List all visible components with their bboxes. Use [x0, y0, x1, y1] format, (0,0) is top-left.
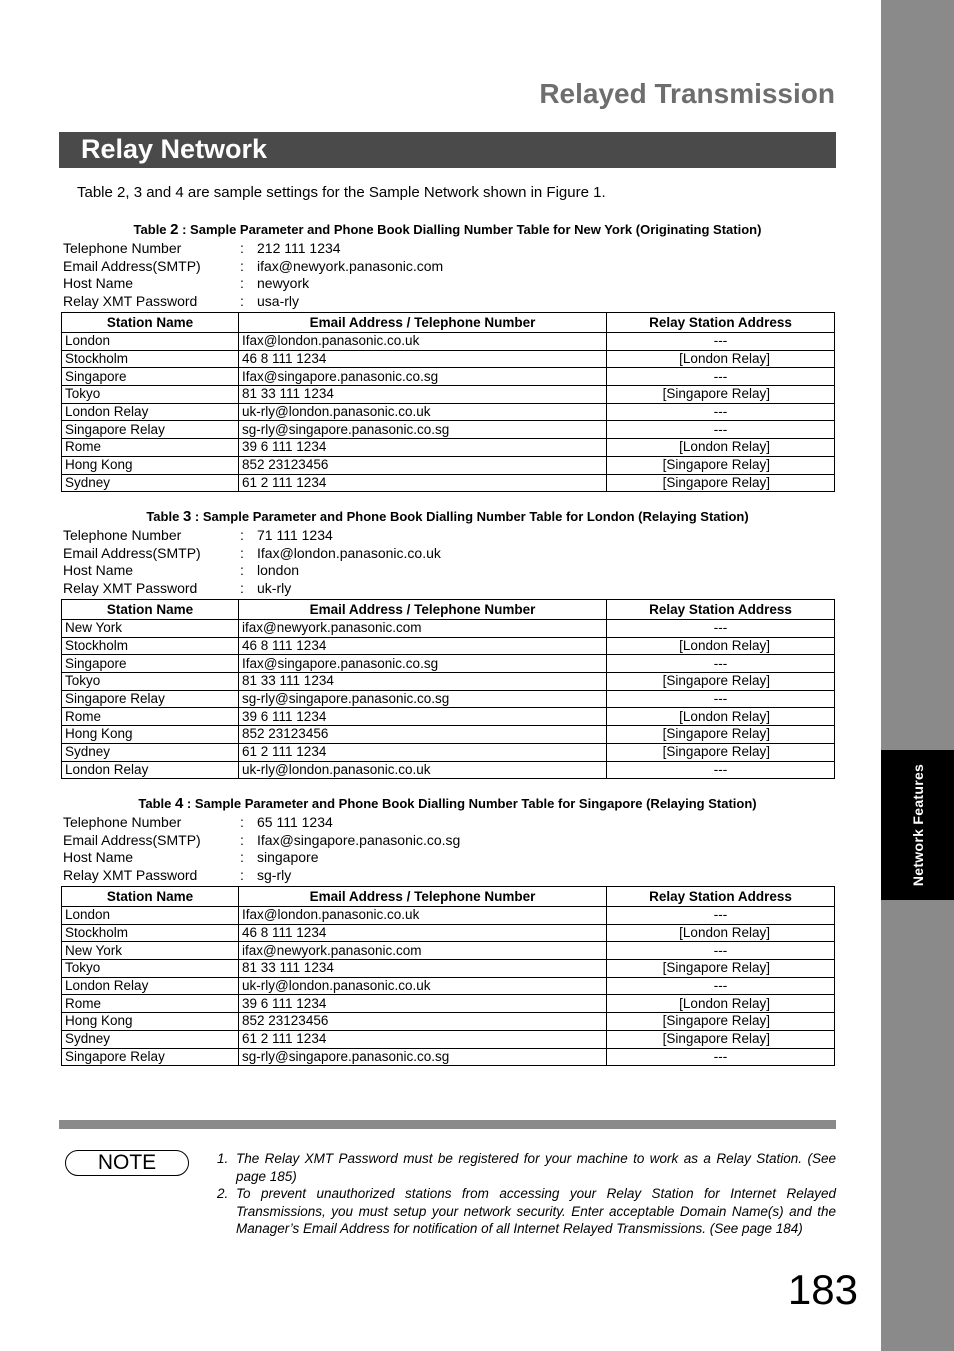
- intro-text: Table 2, 3 and 4 are sample settings for the Sample Network shown in Figure 1.: [77, 184, 606, 201]
- address-cell: 852 23123456: [239, 1013, 607, 1031]
- table-row: [62, 743, 835, 761]
- address-cell: 39 6 111 1234: [239, 439, 607, 457]
- address-cell: 61 2 111 1234: [239, 474, 607, 492]
- note-item: 1. The Relay XMT Password must be registered for your machine to work as a Relay Station. (See page 185): [217, 1151, 836, 1184]
- address-cell: ifax@newyork.panasonic.com: [239, 620, 607, 638]
- side-bar: [881, 0, 954, 1351]
- relay-station-cell: ---: [607, 907, 835, 925]
- address-cell: sg-rly@singapore.panasonic.co.sg: [239, 421, 607, 439]
- parameter-list: [63, 814, 460, 884]
- table-row: [62, 673, 835, 691]
- table-row: [62, 421, 835, 439]
- table-row: [62, 942, 835, 960]
- relay-station-cell: [London Relay]: [607, 350, 835, 368]
- relay-station-cell: ---: [607, 1048, 835, 1066]
- param-row: Host Name : london: [63, 562, 300, 579]
- relay-station-cell: [Singapore Relay]: [607, 726, 835, 744]
- param-row: Telephone Number : 71 111 1234: [63, 527, 333, 543]
- relay-station-cell: [Singapore Relay]: [607, 673, 835, 691]
- address-cell: uk-rly@london.panasonic.co.uk: [239, 977, 607, 995]
- station-name-cell: London Relay: [62, 977, 239, 995]
- station-name-cell: Rome: [62, 708, 239, 726]
- relay-station-cell: ---: [607, 977, 835, 995]
- station-name-cell: London Relay: [62, 403, 239, 421]
- column-header: Station Name: [62, 313, 239, 333]
- column-header: Relay Station Address: [607, 887, 835, 907]
- address-cell: Ifax@singapore.panasonic.co.sg: [239, 368, 607, 386]
- param-row: Email Address(SMTP) : ifax@newyork.panasonic.com: [63, 257, 444, 274]
- relay-station-cell: [London Relay]: [607, 708, 835, 726]
- address-cell: 39 6 111 1234: [239, 708, 607, 726]
- address-cell: 81 33 111 1234: [239, 960, 607, 978]
- station-name-cell: New York: [62, 942, 239, 960]
- table-row: [62, 761, 835, 779]
- station-name-cell: Tokyo: [62, 673, 239, 691]
- address-cell: 46 8 111 1234: [239, 637, 607, 655]
- station-name-cell: London: [62, 907, 239, 925]
- note-item: 2. To prevent unauthorized stations from accessing your Relay Station for Internet Relayed Transmissions, you must setup your network security. Enter acceptable Domain Name(s) and the Manager’s Email Address for notification of all Internet Relayed Transmissions. (See page 184): [217, 1186, 836, 1237]
- relay-station-cell: [Singapore Relay]: [607, 960, 835, 978]
- relay-station-cell: [Singapore Relay]: [607, 743, 835, 761]
- relay-station-cell: [London Relay]: [607, 995, 835, 1013]
- param-row: Relay XMT Password : sg-rly: [63, 866, 292, 883]
- station-name-cell: Hong Kong: [62, 1013, 239, 1031]
- relay-station-cell: [London Relay]: [607, 439, 835, 457]
- address-cell: Ifax@london.panasonic.co.uk: [239, 333, 607, 351]
- page-banner: [59, 132, 836, 168]
- station-name-cell: Stockholm: [62, 637, 239, 655]
- address-cell: 61 2 111 1234: [239, 743, 607, 761]
- address-cell: 46 8 111 1234: [239, 350, 607, 368]
- phone-book-table: [61, 886, 835, 1066]
- table-caption: Table 3 : Sample Parameter and Phone Book Dialling Number Table for London (Relaying Station): [146, 508, 749, 525]
- param-row: Telephone Number : 65 111 1234: [63, 814, 333, 830]
- table-row: [62, 637, 835, 655]
- param-row: Telephone Number : 212 111 1234: [63, 240, 341, 256]
- station-name-cell: Singapore Relay: [62, 421, 239, 439]
- station-name-cell: Sydney: [62, 474, 239, 492]
- table-row: [62, 655, 835, 673]
- table-row: [62, 907, 835, 925]
- station-name-cell: Rome: [62, 439, 239, 457]
- station-name-cell: London Relay: [62, 761, 239, 779]
- table-row: [62, 350, 835, 368]
- station-name-cell: Tokyo: [62, 386, 239, 404]
- param-row: Email Address(SMTP) : Ifax@london.panasonic.co.uk: [63, 544, 441, 561]
- relay-station-cell: ---: [607, 368, 835, 386]
- address-cell: sg-rly@singapore.panasonic.co.sg: [239, 690, 607, 708]
- address-cell: ifax@newyork.panasonic.com: [239, 942, 607, 960]
- table-row: [62, 1048, 835, 1066]
- table-row: [62, 474, 835, 492]
- station-name-cell: Hong Kong: [62, 456, 239, 474]
- note-label: NOTE: [65, 1150, 189, 1176]
- station-name-cell: Singapore Relay: [62, 690, 239, 708]
- station-name-cell: Rome: [62, 995, 239, 1013]
- station-name-cell: Tokyo: [62, 960, 239, 978]
- address-cell: 46 8 111 1234: [239, 924, 607, 942]
- relay-station-cell: ---: [607, 761, 835, 779]
- station-name-cell: Sydney: [62, 743, 239, 761]
- table-row: [62, 708, 835, 726]
- relay-station-cell: ---: [607, 690, 835, 708]
- table-row: [62, 333, 835, 351]
- column-header: Email Address / Telephone Number: [239, 887, 607, 907]
- address-cell: 81 33 111 1234: [239, 673, 607, 691]
- param-row: Host Name : newyork: [63, 275, 310, 292]
- relay-station-cell: ---: [607, 655, 835, 673]
- param-row: Host Name : singapore: [63, 849, 319, 866]
- relay-station-cell: ---: [607, 421, 835, 439]
- relay-station-cell: ---: [607, 942, 835, 960]
- table-row: [62, 368, 835, 386]
- relay-station-cell: [London Relay]: [607, 637, 835, 655]
- station-name-cell: Singapore: [62, 655, 239, 673]
- relay-station-cell: ---: [607, 333, 835, 351]
- address-cell: Ifax@singapore.panasonic.co.sg: [239, 655, 607, 673]
- table-row: [62, 386, 835, 404]
- phone-book-table: [61, 312, 835, 492]
- address-cell: 81 33 111 1234: [239, 386, 607, 404]
- side-tab-label: Network Features: [909, 763, 926, 887]
- column-header: Station Name: [62, 887, 239, 907]
- table-row: [62, 960, 835, 978]
- column-header: Email Address / Telephone Number: [239, 313, 607, 333]
- table-row: [62, 726, 835, 744]
- address-cell: sg-rly@singapore.panasonic.co.sg: [239, 1048, 607, 1066]
- relay-station-cell: [Singapore Relay]: [607, 386, 835, 404]
- table-row: [62, 1030, 835, 1048]
- parameter-list: [63, 240, 443, 310]
- table-row: [62, 620, 835, 638]
- relay-station-cell: [London Relay]: [607, 924, 835, 942]
- station-name-cell: Singapore: [62, 368, 239, 386]
- divider-rule: [59, 1120, 836, 1129]
- column-header: Station Name: [62, 600, 239, 620]
- address-cell: 61 2 111 1234: [239, 1030, 607, 1048]
- relay-station-cell: [Singapore Relay]: [607, 1030, 835, 1048]
- page-number: 183: [787, 1266, 858, 1313]
- param-row: Relay XMT Password : usa-rly: [63, 292, 300, 309]
- relay-station-cell: ---: [607, 620, 835, 638]
- station-name-cell: Singapore Relay: [62, 1048, 239, 1066]
- address-cell: uk-rly@london.panasonic.co.uk: [239, 761, 607, 779]
- table-caption: Table 2 : Sample Parameter and Phone Book Dialling Number Table for New York (Originating Station): [133, 221, 762, 238]
- table-row: [62, 439, 835, 457]
- address-cell: uk-rly@london.panasonic.co.uk: [239, 403, 607, 421]
- table-row: [62, 977, 835, 995]
- relay-station-cell: [Singapore Relay]: [607, 456, 835, 474]
- address-cell: 852 23123456: [239, 726, 607, 744]
- side-tab-network-features: [881, 750, 954, 900]
- station-name-cell: Sydney: [62, 1030, 239, 1048]
- table-caption: Table 4 : Sample Parameter and Phone Book Dialling Number Table for Singapore (Relaying Station): [138, 795, 757, 812]
- station-name-cell: Stockholm: [62, 350, 239, 368]
- section-title: Relayed Transmission: [539, 78, 835, 109]
- notes-list: [217, 1150, 836, 1238]
- relay-station-cell: [Singapore Relay]: [607, 1013, 835, 1031]
- station-name-cell: London: [62, 333, 239, 351]
- column-header: Relay Station Address: [607, 313, 835, 333]
- table-row: [62, 1013, 835, 1031]
- station-name-cell: Hong Kong: [62, 726, 239, 744]
- phone-book-table: [61, 599, 835, 779]
- relay-station-cell: [Singapore Relay]: [607, 474, 835, 492]
- station-name-cell: New York: [62, 620, 239, 638]
- table-row: [62, 403, 835, 421]
- param-row: Email Address(SMTP) : Ifax@singapore.panasonic.co.sg: [63, 831, 461, 848]
- relay-station-cell: ---: [607, 403, 835, 421]
- address-cell: 852 23123456: [239, 456, 607, 474]
- table-row: [62, 456, 835, 474]
- param-row: Relay XMT Password : uk-rly: [63, 579, 292, 596]
- table-row: [62, 995, 835, 1013]
- station-name-cell: Stockholm: [62, 924, 239, 942]
- column-header: Email Address / Telephone Number: [239, 600, 607, 620]
- table-row: [62, 690, 835, 708]
- parameter-list: [63, 527, 441, 597]
- column-header: Relay Station Address: [607, 600, 835, 620]
- address-cell: Ifax@london.panasonic.co.uk: [239, 907, 607, 925]
- address-cell: 39 6 111 1234: [239, 995, 607, 1013]
- banner-title: Relay Network: [81, 134, 268, 164]
- table-row: [62, 924, 835, 942]
